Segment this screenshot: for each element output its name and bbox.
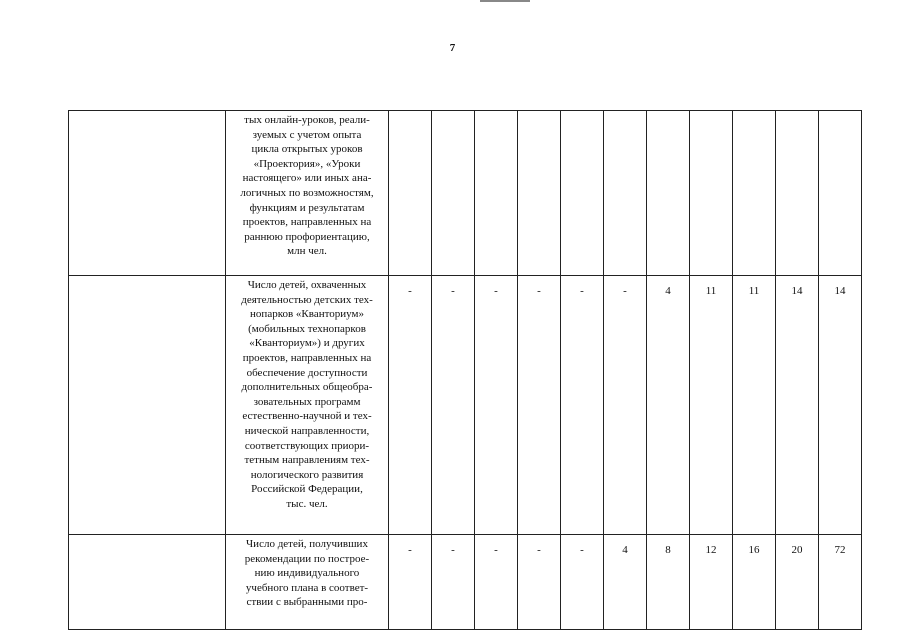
- table-cell-value: [561, 111, 604, 276]
- indicator-description: тых онлайн-уроков, реали- зуемых с учетом опыта цикла открытых уроков «Проектория», «Уроки настоящего» или иных ана- логичных по возможностям, функциям и результатам проектов, направленных на раннюю профориентацию, млн чел.: [240, 114, 374, 258]
- table-cell-value: -: [518, 535, 561, 630]
- table-cell-value: 11: [690, 276, 733, 535]
- top-scan-mark: [480, 0, 530, 2]
- table-row: [69, 111, 862, 276]
- table-cell-value: -: [518, 276, 561, 535]
- table-cell-value: 14: [776, 276, 819, 535]
- table-row: [69, 535, 862, 630]
- table-cell-value: -: [475, 535, 518, 630]
- table-cell-value: [604, 111, 647, 276]
- table-cell-value: -: [604, 276, 647, 535]
- table-cell-value: 8: [647, 535, 690, 630]
- table-cell-value: -: [389, 535, 432, 630]
- table-cell-description: [226, 276, 389, 535]
- table-cell-value: [518, 111, 561, 276]
- table-cell-value: [819, 111, 862, 276]
- indicators-table: [68, 110, 862, 630]
- table-cell-value: 12: [690, 535, 733, 630]
- table-cell-value: [389, 111, 432, 276]
- table-cell-value: 20: [776, 535, 819, 630]
- table-cell-category: [69, 111, 226, 276]
- table-cell-value: -: [561, 535, 604, 630]
- table-cell-value: 72: [819, 535, 862, 630]
- indicator-description: Число детей, получивших рекомендации по построе- нию индивидуального учебного плана в соответ- ствии с выбранными про-: [244, 538, 370, 609]
- table-cell-value: 16: [733, 535, 776, 630]
- table-cell-value: [776, 111, 819, 276]
- table-cell-value: [733, 111, 776, 276]
- table-cell-value: -: [432, 535, 475, 630]
- table-cell-value: -: [475, 276, 518, 535]
- table-cell-value: -: [389, 276, 432, 535]
- table-cell-category: [69, 535, 226, 630]
- table-cell-value: 4: [604, 535, 647, 630]
- table-cell-value: 4: [647, 276, 690, 535]
- table-cell-value: [647, 111, 690, 276]
- table-cell-category: [69, 276, 226, 535]
- table-cell-value: [432, 111, 475, 276]
- table-cell-value: 11: [733, 276, 776, 535]
- table-cell-description: [226, 111, 389, 276]
- table-cell-value: -: [432, 276, 475, 535]
- indicator-description: Число детей, охваченных деятельностью детских тех- нопарков «Кванториум» (мобильных технопарков «Кванториум») и других проектов, направленных на обеспечение доступности дополнительных общеобра- зовательных программ естественно-научной и тех- нической направленности, соответствующих приори- тетным направлениям тех- нологического развития Российской Федерации, тыс. чел.: [241, 279, 373, 510]
- table-cell-value: -: [561, 276, 604, 535]
- page-number: 7: [449, 42, 456, 54]
- table-cell-value: 14: [819, 276, 862, 535]
- table-cell-value: [690, 111, 733, 276]
- table-cell-value: [475, 111, 518, 276]
- table-cell-description: [226, 535, 389, 630]
- table-row: [69, 276, 862, 535]
